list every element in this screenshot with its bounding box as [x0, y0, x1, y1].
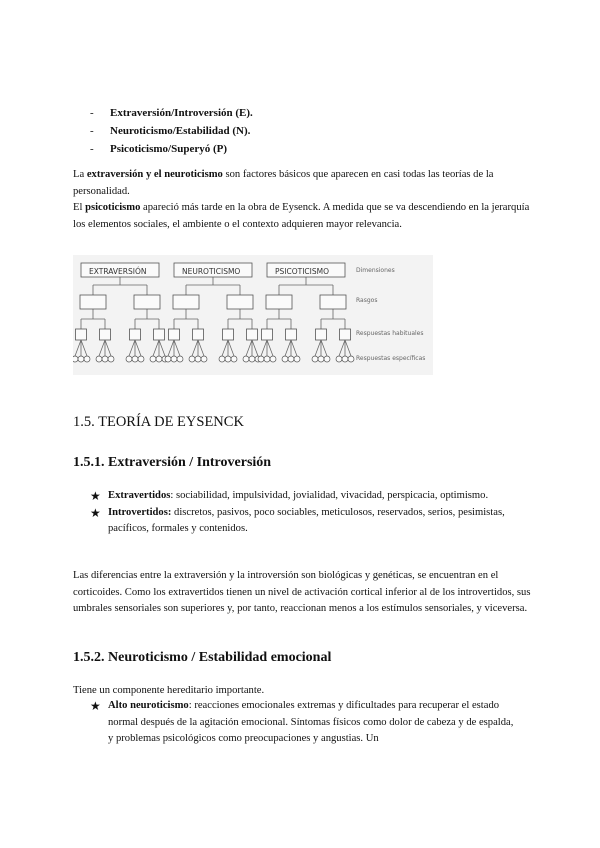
specific-response-node	[132, 356, 138, 362]
habitual-response-box	[193, 329, 204, 340]
trait-box	[173, 295, 199, 309]
item-text: discretos, pasivos, poco sociables, meticulosos, reservados, serios, pesimistas, pacíficos, formales y contenidos.	[108, 506, 505, 534]
box-label-neuroticismo: NEUROTICISMO	[182, 267, 241, 276]
dimension-item	[90, 122, 253, 140]
trait-box	[80, 295, 106, 309]
specific-response-node	[348, 356, 354, 362]
specific-response-node	[108, 356, 114, 362]
specific-response-node	[138, 356, 144, 362]
dimension-item	[90, 140, 253, 158]
habitual-response-box	[223, 329, 234, 340]
specific-response-node	[249, 356, 255, 362]
specific-response-node	[288, 356, 294, 362]
habitual-response-box	[169, 329, 180, 340]
specific-response-node	[201, 356, 207, 362]
list-item	[90, 488, 520, 505]
specific-response-node	[294, 356, 300, 362]
specific-response-node	[73, 356, 78, 362]
dimension-label: Psicoticismo/Superyó (P)	[110, 143, 228, 155]
dash-marker: -	[90, 143, 94, 155]
star-icon: ★	[90, 699, 101, 713]
bold-term: extraversión y el neuroticismo	[86, 169, 223, 180]
specific-response-node	[189, 356, 195, 362]
subsection-title-extraversion: 1.5.1. Extraversión / Introversión	[73, 455, 272, 470]
dash-marker: -	[90, 107, 94, 119]
habitual-response-box	[130, 329, 141, 340]
specific-response-node	[231, 356, 237, 362]
box-label-psicoticismo: PSICOTICISMO	[275, 267, 330, 276]
habitual-response-box	[154, 329, 165, 340]
specific-response-node	[78, 356, 84, 362]
specific-response-node	[336, 356, 342, 362]
box-label-extraversion: EXTRAVERSIÓN	[89, 267, 147, 276]
specific-response-node	[171, 356, 177, 362]
specific-response-node	[177, 356, 183, 362]
bold-term: Extravertidos	[108, 490, 171, 501]
dimensions-list	[90, 104, 253, 158]
habitual-response-box	[316, 329, 327, 340]
specific-response-node	[219, 356, 225, 362]
text-run: son factores básicos que aparecen en casi todas las teorías de la personalidad.	[73, 169, 494, 197]
item-text: : sociabilidad, impulsividad, jovialidad, vivacidad, perspicacia, optimismo.	[170, 490, 489, 501]
level-label-respuestas-especificas: Respuestas específicas	[356, 355, 426, 362]
habitual-response-box	[262, 329, 273, 340]
subsection-title-neuroticismo: 1.5.2. Neuroticismo / Estabilidad emocional	[73, 650, 332, 665]
intro-paragraph-1	[73, 167, 533, 200]
level-label-dimensiones: Dimensiones	[356, 267, 395, 274]
habitual-response-box	[76, 329, 87, 340]
specific-response-node	[324, 356, 330, 362]
specific-response-node	[126, 356, 132, 362]
specific-response-node	[150, 356, 156, 362]
specific-response-node	[225, 356, 231, 362]
habitual-response-box	[340, 329, 351, 340]
text-run: El	[73, 202, 86, 213]
specific-response-node	[96, 356, 102, 362]
specific-response-node	[282, 356, 288, 362]
dimension-label: Neuroticismo/Estabilidad (N).	[110, 125, 251, 137]
specific-response-node	[84, 356, 90, 362]
text-run: La	[73, 169, 87, 180]
specific-response-node	[312, 356, 318, 362]
specific-response-node	[156, 356, 162, 362]
star-icon: ★	[90, 505, 101, 520]
section-title: 1.5. TEORÍA DE EYSENCK	[73, 414, 244, 430]
habitual-response-box	[247, 329, 258, 340]
trait-box	[266, 295, 292, 309]
bold-term: psicoticismo	[85, 202, 141, 213]
extraversion-paragraph: Las diferencias entre la extraversión y la introversión son biológicas y genéticas, se encuentran en el corticoides. Como los extravertidos tienen un nivel de activación cortical inferior al de los introvertidos, sus umbrales sensoriales son superiores y, por tanto, reaccionan menos a los estímulos sensoriales, y viceversa.	[73, 570, 531, 614]
specific-response-node	[195, 356, 201, 362]
extraversion-list	[90, 488, 520, 538]
specific-response-node	[342, 356, 348, 362]
bold-term: Introvertidos:	[108, 506, 172, 518]
specific-response-node	[258, 356, 264, 362]
star-icon: ★	[90, 489, 101, 503]
habitual-response-box	[100, 329, 111, 340]
specific-response-node	[165, 356, 171, 362]
text-run: apareció más tarde en la obra de Eysenck. A medida que se va descendiendo en la jerarquía los elementos sociales, el ambiente o el contexto adquieren mayor relevancia.	[73, 202, 530, 230]
list-item	[90, 698, 520, 748]
list-item	[90, 505, 520, 538]
intro-paragraph-2	[73, 200, 533, 233]
habitual-response-box	[286, 329, 297, 340]
item-text: : reacciones emocionales extremas y dificultades para recuperar el estado normal después de la agitación emocional. Síntomas físicos como dolor de cabeza y de espalda, y problemas psicológicos como preocupaciones y angustias. Un	[108, 700, 514, 744]
trait-box	[134, 295, 160, 309]
trait-box	[320, 295, 346, 309]
neuroticismo-intro: Tiene un componente hereditario importante.	[73, 685, 265, 696]
trait-box	[227, 295, 253, 309]
specific-response-node	[318, 356, 324, 362]
dimension-item	[90, 104, 253, 122]
specific-response-node	[264, 356, 270, 362]
neuroticismo-list	[90, 698, 520, 748]
level-label-respuestas-habituales: Respuestas habituales	[356, 330, 424, 337]
specific-response-node	[270, 356, 276, 362]
level-label-rasgos: Rasgos	[356, 297, 378, 304]
specific-response-node	[243, 356, 249, 362]
specific-response-node	[102, 356, 108, 362]
dimension-label: Extraversión/Introversión (E).	[110, 107, 253, 119]
dash-marker: -	[90, 125, 94, 137]
eysenck-hierarchy-diagram	[73, 255, 433, 375]
bold-term: Alto neuroticismo	[108, 700, 189, 711]
